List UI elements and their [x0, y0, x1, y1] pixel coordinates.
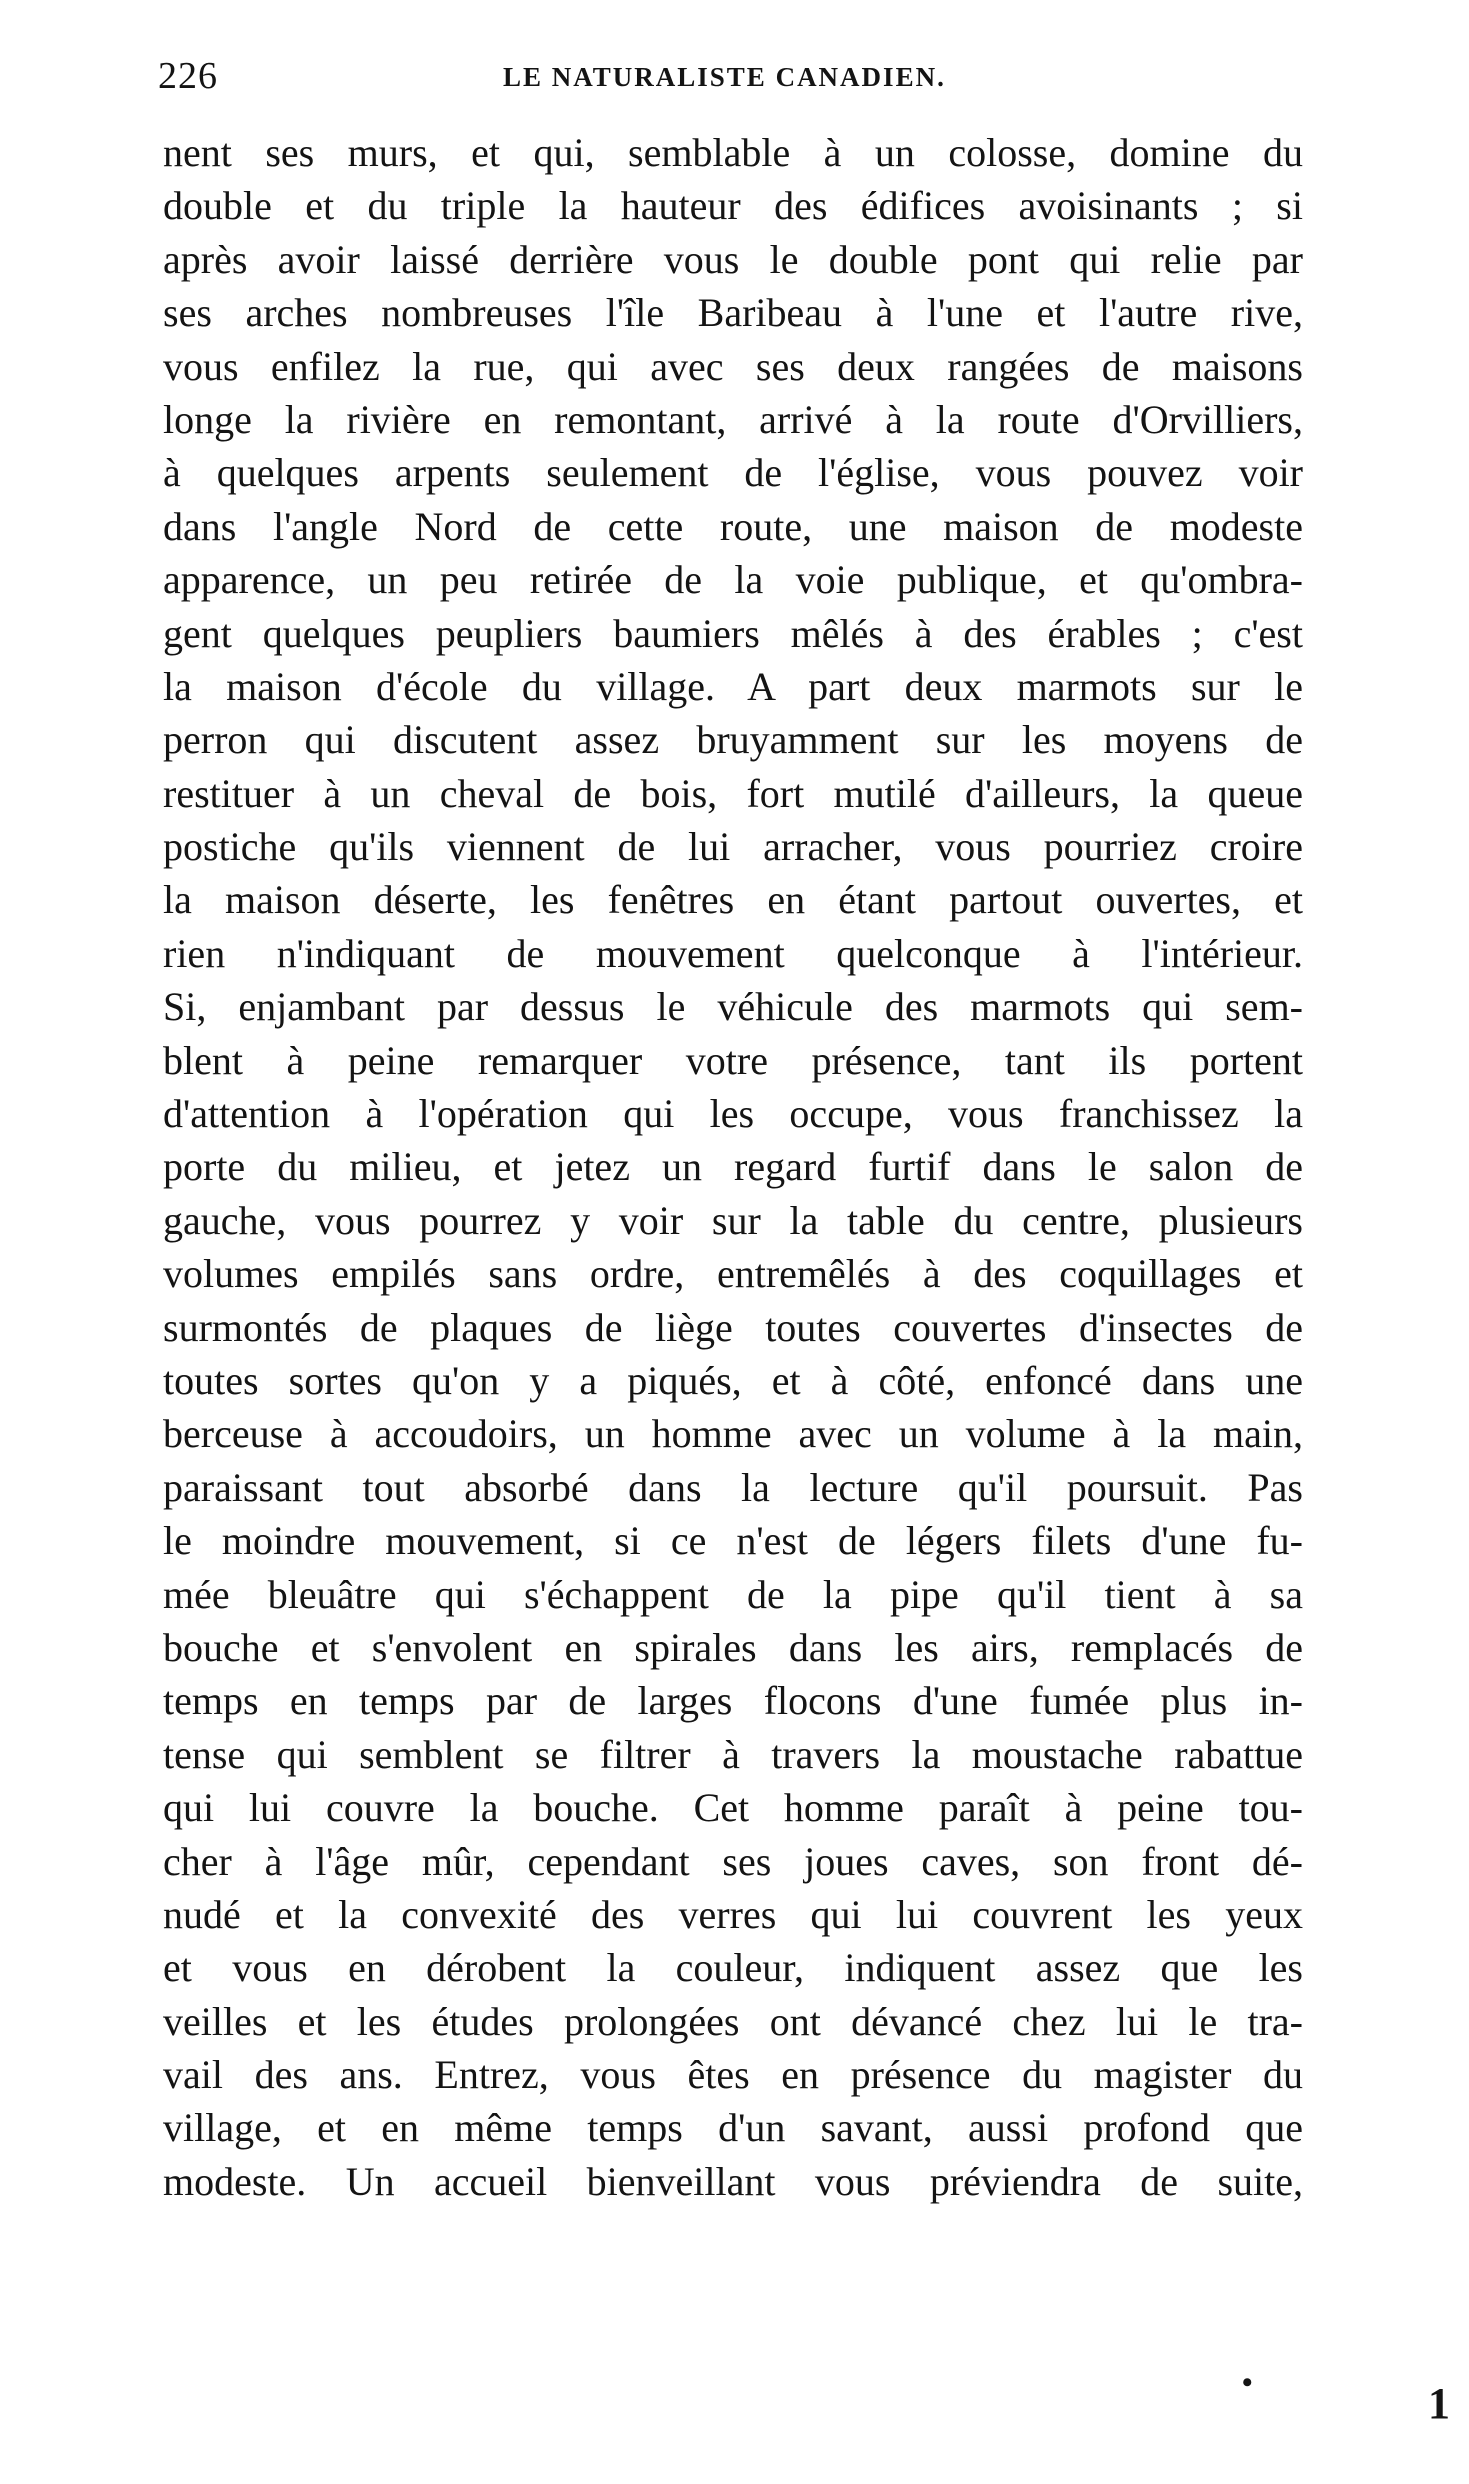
text-line: porte du milieu, et jetez un regard furtif dans le salon de	[163, 1144, 1303, 1190]
text-line: nent ses murs, et qui, semblable à un colosse, domine du	[163, 130, 1303, 175]
text-line: modeste. Un accueil bienveillant vous préviendra de suite,	[163, 2158, 1303, 2204]
text-line: ses arches nombreuses l'île Baribeau à l'une et l'autre rive,	[163, 290, 1303, 336]
footer-dot-mark: •	[1242, 2366, 1253, 2399]
text-line: mée bleuâtre qui s'échappent de la pipe qu'il tient à sa	[163, 1571, 1303, 1617]
text-line: d'attention à l'opération qui les occupe, vous franchissez la	[163, 1091, 1303, 1137]
text-line: berceuse à accoudoirs, un homme avec un volume à la main,	[163, 1411, 1303, 1457]
text-line: apparence, un peu retirée de la voie publique, et qu'ombra-	[163, 557, 1303, 603]
text-line: blent à peine remarquer votre présence, tant ils portent	[163, 1037, 1303, 1083]
text-line: et vous en dérobent la couleur, indiquent assez que les	[163, 1945, 1303, 1991]
text-line: à quelques arpents seulement de l'église, vous pouvez voir	[163, 450, 1303, 496]
text-line: tense qui semblent se filtrer à travers la moustache rabattue	[163, 1731, 1303, 1777]
text-line: bouche et s'envolent en spirales dans les airs, remplacés de	[163, 1624, 1303, 1670]
text-line: longe la rivière en remontant, arrivé à la route d'Orvilliers,	[163, 396, 1303, 442]
text-line: vous enfilez la rue, qui avec ses deux rangées de maisons	[163, 343, 1303, 389]
text-line: perron qui discutent assez bruyamment sur les moyens de	[163, 717, 1303, 763]
text-line: double et du triple la hauteur des édifices avoisinants ; si	[163, 183, 1303, 229]
text-line: cher à l'âge mûr, cependant ses joues caves, son front dé-	[163, 1838, 1303, 1884]
text-line: la maison d'école du village. A part deux marmots sur le	[163, 663, 1303, 709]
page-number: 226	[158, 55, 218, 97]
text-line: gent quelques peupliers baumiers mêlés à des érables ; c'est	[163, 610, 1303, 656]
text-line: le moindre mouvement, si ce n'est de légers filets d'une fu-	[163, 1518, 1303, 1564]
text-line: volumes empilés sans ordre, entremêlés à des coquillages et	[163, 1251, 1303, 1297]
text-line: rien n'indiquant de mouvement quelconque à l'intérieur.	[163, 930, 1303, 976]
text-line: après avoir laissé derrière vous le double pont qui relie par	[163, 236, 1303, 282]
text-line: paraissant tout absorbé dans la lecture qu'il poursuit. Pas	[163, 1464, 1303, 1510]
text-line: surmontés de plaques de liège toutes couvertes d'insectes de	[163, 1304, 1303, 1350]
text-line: temps en temps par de larges flocons d'une fumée plus in-	[163, 1678, 1303, 1724]
text-line: dans l'angle Nord de cette route, une maison de modeste	[163, 503, 1303, 549]
body-text	[163, 126, 1303, 2208]
text-line: veilles et les études prolongées ont dévancé chez lui le tra-	[163, 1998, 1303, 2044]
footer-corner-mark: 1	[1428, 2379, 1450, 2428]
running-title: LE NATURALISTE CANADIEN.	[503, 62, 946, 92]
text-line: qui lui couvre la bouche. Cet homme paraît à peine tou-	[163, 1785, 1303, 1831]
text-line: gauche, vous pourrez y voir sur la table du centre, plusieurs	[163, 1197, 1303, 1243]
text-line: la maison déserte, les fenêtres en étant partout ouvertes, et	[163, 877, 1303, 923]
page-header	[158, 50, 1298, 102]
text-line: postiche qu'ils viennent de lui arracher, vous pourriez croire	[163, 824, 1303, 870]
text-line: nudé et la convexité des verres qui lui couvrent les yeux	[163, 1891, 1303, 1937]
text-line: village, et en même temps d'un savant, aussi profond que	[163, 2105, 1303, 2151]
text-line: vail des ans. Entrez, vous êtes en présence du magister du	[163, 2052, 1303, 2098]
text-line: restituer à un cheval de bois, fort mutilé d'ailleurs, la queue	[163, 770, 1303, 816]
text-line: Si, enjambant par dessus le véhicule des marmots qui sem-	[163, 984, 1303, 1030]
text-line: toutes sortes qu'on y a piqués, et à côté, enfoncé dans une	[163, 1357, 1303, 1403]
